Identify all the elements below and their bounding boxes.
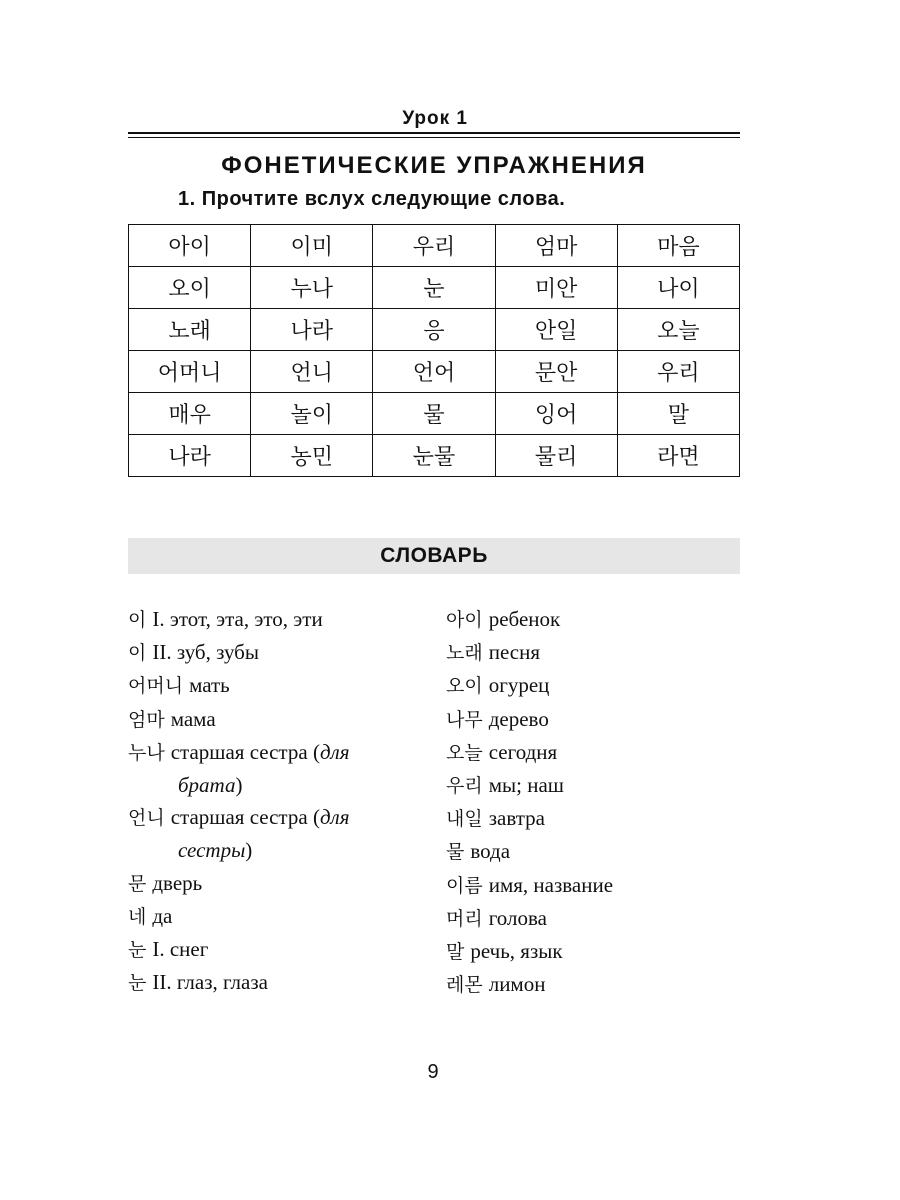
table-cell: 오이 (129, 267, 251, 309)
table-row (129, 393, 740, 435)
vocab-translation: мать (189, 673, 230, 698)
vocab-translation: лимон (488, 972, 546, 997)
vocab-entry (128, 736, 428, 801)
vocab-translation: старшая сестра ( (170, 739, 320, 764)
table-cell: 말 (617, 393, 739, 435)
table-cell: 응 (373, 309, 495, 351)
vocab-korean-word: 이 (128, 642, 147, 665)
table-cell: 놀이 (251, 393, 373, 435)
reading-word-table (128, 224, 740, 477)
vocab-translation: II. глаз, глаза (152, 970, 268, 995)
section-title: ФОНЕТИЧЕСКИЕ УПРАЖНЕНИЯ (221, 152, 647, 179)
vocab-korean-word: 물 (446, 841, 465, 864)
header-rule-thin (128, 137, 740, 138)
table-cell: 노래 (129, 309, 251, 351)
table-cell: 나라 (251, 309, 373, 351)
table-cell: 우리 (373, 225, 495, 267)
vocab-continuation (128, 769, 428, 801)
table-row (129, 309, 740, 351)
table-cell: 눈 (373, 267, 495, 309)
vocab-translation: да (152, 903, 173, 928)
lesson-header: Урок 1 (402, 108, 468, 129)
vocab-entry (128, 703, 428, 736)
vocab-entry (446, 736, 740, 769)
vocab-entry (446, 769, 740, 802)
vocab-entry (128, 867, 428, 900)
vocab-entry (128, 933, 428, 966)
page-number: 9 (427, 1061, 439, 1083)
vocab-entry (446, 669, 740, 702)
table-cell: 라면 (617, 435, 739, 477)
table-cell: 안일 (495, 309, 617, 351)
vocab-korean-word: 눈 (128, 972, 147, 995)
table-cell: 언어 (373, 351, 495, 393)
vocab-korean-word: 문 (128, 872, 147, 895)
vocab-entry (446, 835, 740, 868)
vocab-translation: ребенок (488, 607, 561, 631)
vocab-korean-word: 네 (128, 905, 147, 928)
table-cell: 눈물 (373, 435, 495, 477)
vocab-korean-word: 언니 (128, 807, 165, 830)
vocab-entry (446, 935, 740, 968)
table-cell: 농민 (251, 435, 373, 477)
vocab-entry (128, 636, 428, 669)
vocab-usage-note: сестры (178, 838, 246, 863)
vocab-translation: завтра (488, 806, 545, 831)
table-cell: 미안 (495, 267, 617, 309)
table-row (129, 351, 740, 393)
vocab-korean-word: 말 (446, 941, 465, 964)
table-cell: 아이 (129, 225, 251, 267)
vocab-korean-word: 오늘 (446, 741, 483, 764)
vocab-column-right (446, 603, 740, 1001)
vocab-korean-word: 아이 (446, 609, 483, 631)
vocab-korean-word: 이름 (446, 874, 483, 897)
table-cell: 엄마 (495, 225, 617, 267)
vocab-korean-word: 엄마 (128, 708, 165, 731)
table-cell: 나라 (129, 435, 251, 477)
vocab-korean-word: 오이 (446, 675, 483, 698)
dictionary-header (128, 538, 740, 574)
vocab-usage-note: для (319, 739, 350, 764)
vocab-entry (128, 900, 428, 933)
vocab-korean-word: 내일 (446, 808, 483, 831)
vocab-entry (128, 603, 428, 636)
table-cell: 잉어 (495, 393, 617, 435)
vocab-translation: речь, язык (470, 939, 563, 964)
vocab-korean-word: 노래 (446, 642, 483, 665)
vocab-entry (446, 703, 740, 736)
vocab-translation: дерево (488, 706, 549, 731)
vocab-column-left (128, 603, 428, 999)
table-cell: 문안 (495, 351, 617, 393)
vocab-translation: сегодня (488, 739, 558, 764)
vocab-translation: песня (488, 640, 541, 665)
vocab-translation: огурец (488, 673, 550, 698)
table-cell: 누나 (251, 267, 373, 309)
dictionary-title: СЛОВАРЬ (380, 544, 488, 567)
vocab-translation: голова (488, 905, 547, 930)
table-row (129, 435, 740, 477)
table-row (129, 225, 740, 267)
vocab-translation: I. снег (152, 937, 209, 962)
vocab-entry (128, 966, 428, 999)
vocab-entry (446, 968, 740, 1001)
vocab-usage-note: для (319, 805, 350, 830)
table-cell: 우리 (617, 351, 739, 393)
table-cell: 마음 (617, 225, 739, 267)
vocab-translation: вода (470, 839, 511, 864)
vocab-closing-paren: ) (235, 773, 243, 798)
vocab-entry (128, 669, 428, 702)
vocab-korean-word: 이 (128, 609, 147, 631)
vocab-korean-word: 눈 (128, 939, 147, 962)
vocab-entry (446, 902, 740, 935)
exercise-title: 1. Прочтите вслух следующие слова. (178, 188, 566, 210)
vocab-closing-paren: ) (245, 838, 253, 863)
vocab-translation: старшая сестра ( (170, 805, 320, 830)
vocab-translation: дверь (152, 870, 203, 895)
vocab-entry (446, 802, 740, 835)
table-cell: 물리 (495, 435, 617, 477)
header-rule-thick (128, 132, 740, 134)
table-cell: 물 (373, 393, 495, 435)
table-row (129, 267, 740, 309)
vocab-translation: мы; наш (488, 773, 564, 798)
vocab-korean-word: 머리 (446, 907, 483, 930)
table-cell: 오늘 (617, 309, 739, 351)
table-cell: 매우 (129, 393, 251, 435)
table-cell: 어머니 (129, 351, 251, 393)
table-cell: 언니 (251, 351, 373, 393)
table-cell: 이미 (251, 225, 373, 267)
vocab-korean-word: 우리 (446, 775, 483, 798)
vocab-entry (128, 801, 428, 866)
vocab-continuation (128, 834, 428, 866)
vocab-translation: II. зуб, зубы (152, 640, 259, 665)
vocab-korean-word: 누나 (128, 741, 165, 764)
vocab-entry (446, 869, 740, 902)
vocab-korean-word: 어머니 (128, 675, 184, 698)
vocab-translation: I. этот, эта, это, эти (152, 607, 323, 631)
table-cell: 나이 (617, 267, 739, 309)
vocab-entry (446, 636, 740, 669)
vocab-korean-word: 나무 (446, 708, 483, 731)
vocab-usage-note: брата (178, 773, 236, 798)
vocab-entry (446, 603, 740, 636)
vocab-korean-word: 레몬 (446, 974, 483, 997)
vocab-translation: мама (170, 706, 216, 731)
vocab-translation: имя, название (488, 872, 614, 897)
